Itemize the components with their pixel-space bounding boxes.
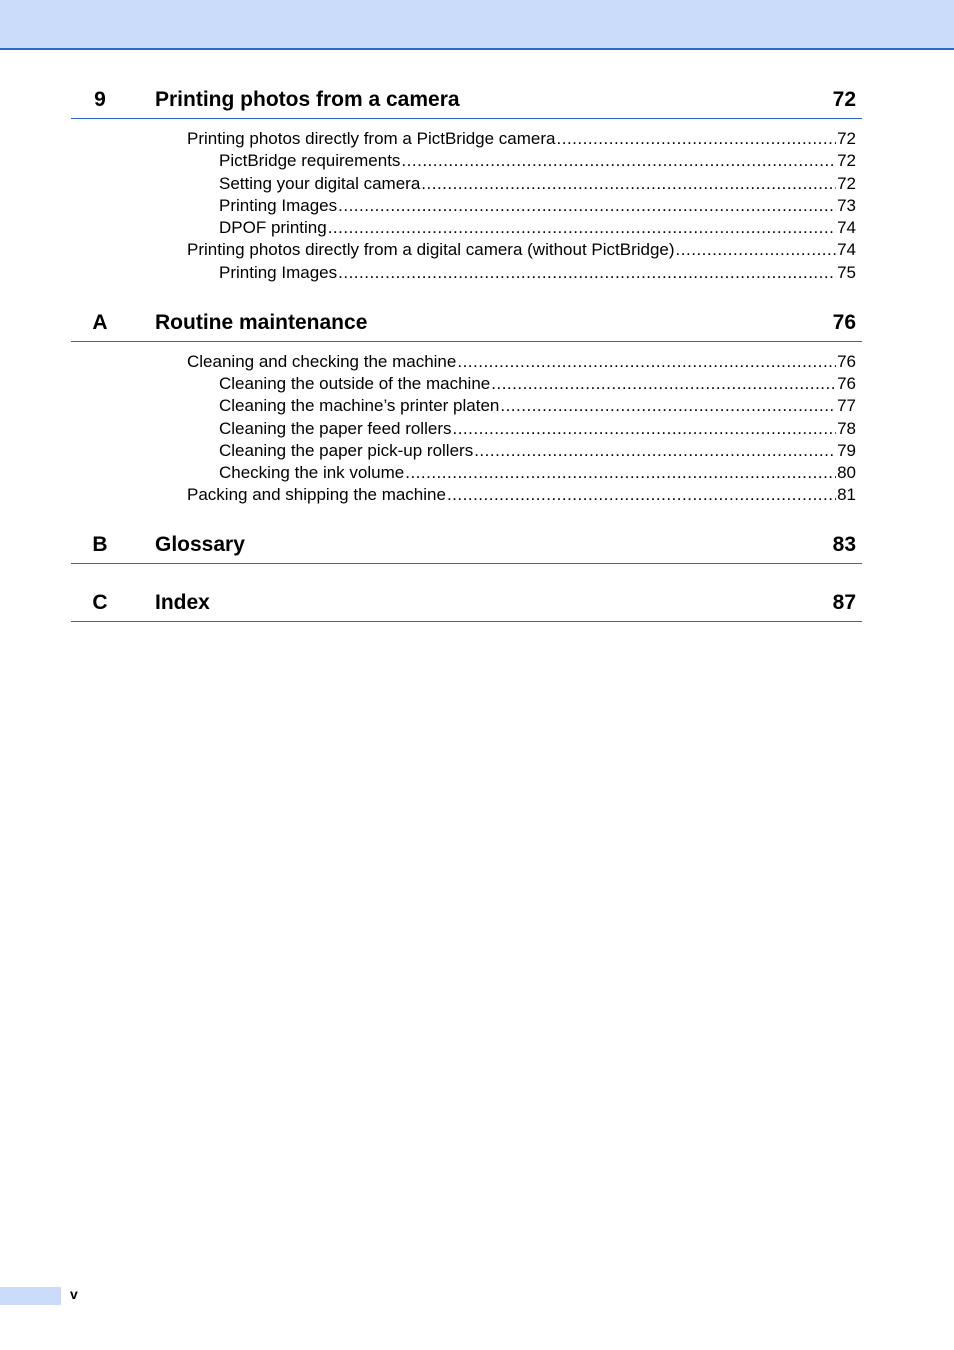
entry-page: 79 — [837, 441, 856, 460]
entry-label: Printing photos directly from a PictBridge camera — [187, 129, 556, 148]
dot-leader — [474, 441, 836, 461]
entry-page: 74 — [837, 240, 856, 259]
dot-leader — [421, 174, 836, 194]
entry-label: Packing and shipping the machine — [187, 485, 446, 504]
toc-chapter-c[interactable] — [71, 591, 862, 622]
dot-leader — [457, 352, 836, 372]
entry-label: Cleaning the machine’s printer platen — [219, 396, 500, 415]
header-band — [0, 0, 954, 50]
toc-chapter-a[interactable] — [71, 311, 862, 342]
dot-leader — [491, 374, 836, 394]
entry-label: Printing Images — [219, 196, 338, 215]
chapter-number: C — [92, 591, 108, 614]
dot-leader — [557, 129, 837, 149]
dot-leader — [452, 419, 836, 439]
entry-page: 78 — [837, 419, 856, 438]
chapter-title: Glossary — [155, 533, 245, 556]
toc-entry[interactable] — [219, 396, 856, 416]
toc-chapter-9[interactable] — [71, 88, 862, 119]
chapter-page: 76 — [832, 311, 856, 334]
entry-page: 72 — [837, 174, 856, 193]
dot-leader — [500, 396, 836, 416]
toc-entry[interactable] — [219, 174, 856, 194]
entry-page: 72 — [837, 129, 856, 148]
entry-label: DPOF printing — [219, 218, 327, 237]
toc-entry[interactable] — [219, 441, 856, 461]
chapter-title: Routine maintenance — [155, 311, 368, 334]
toc-entry[interactable] — [187, 352, 856, 372]
toc-entry[interactable] — [219, 151, 856, 171]
entry-label: Cleaning and checking the machine — [187, 352, 457, 371]
entry-label: Cleaning the outside of the machine — [219, 374, 491, 393]
entry-page: 76 — [837, 374, 856, 393]
entry-label: Setting your digital camera — [219, 174, 421, 193]
entry-label: Printing Images — [219, 263, 338, 282]
dot-leader — [676, 240, 837, 260]
dot-leader — [405, 463, 836, 483]
entry-page: 81 — [837, 485, 856, 504]
page-number: v — [70, 1286, 78, 1302]
chapter-title: Printing photos from a camera — [155, 88, 460, 111]
entry-page: 76 — [837, 352, 856, 371]
toc-entry[interactable] — [219, 463, 856, 483]
chapter-page: 87 — [832, 591, 856, 614]
chapter-number: 9 — [94, 88, 106, 111]
toc-entry[interactable] — [219, 218, 856, 238]
dot-leader — [338, 263, 836, 283]
toc-entry[interactable] — [219, 196, 856, 216]
entry-page: 77 — [837, 396, 856, 415]
chapter-number: B — [92, 533, 108, 556]
entry-page: 80 — [837, 463, 856, 482]
entry-page: 73 — [837, 196, 856, 215]
entry-label: Printing photos directly from a digital camera (without PictBridge) — [187, 240, 675, 259]
toc-chapter-b[interactable] — [71, 533, 862, 564]
chapter-title: Index — [155, 591, 210, 614]
toc-entry[interactable] — [187, 129, 856, 149]
entry-label: PictBridge requirements — [219, 151, 401, 170]
entry-label: Cleaning the paper pick-up rollers — [219, 441, 474, 460]
dot-leader — [328, 218, 836, 238]
entry-page: 75 — [837, 263, 856, 282]
toc-entry[interactable] — [219, 419, 856, 439]
toc-entry[interactable] — [219, 374, 856, 394]
toc-entry[interactable] — [187, 485, 856, 505]
chapter-number: A — [92, 311, 108, 334]
toc-entry[interactable] — [187, 240, 856, 260]
chapter-page: 72 — [832, 88, 856, 111]
footer-tab — [0, 1287, 61, 1305]
dot-leader — [338, 196, 836, 216]
chapter-page: 83 — [832, 533, 856, 556]
dot-leader — [447, 485, 836, 505]
toc-entry[interactable] — [219, 263, 856, 283]
entry-page: 72 — [837, 151, 856, 170]
entry-page: 74 — [837, 218, 856, 237]
dot-leader — [401, 151, 836, 171]
entry-label: Cleaning the paper feed rollers — [219, 419, 452, 438]
entry-label: Checking the ink volume — [219, 463, 405, 482]
